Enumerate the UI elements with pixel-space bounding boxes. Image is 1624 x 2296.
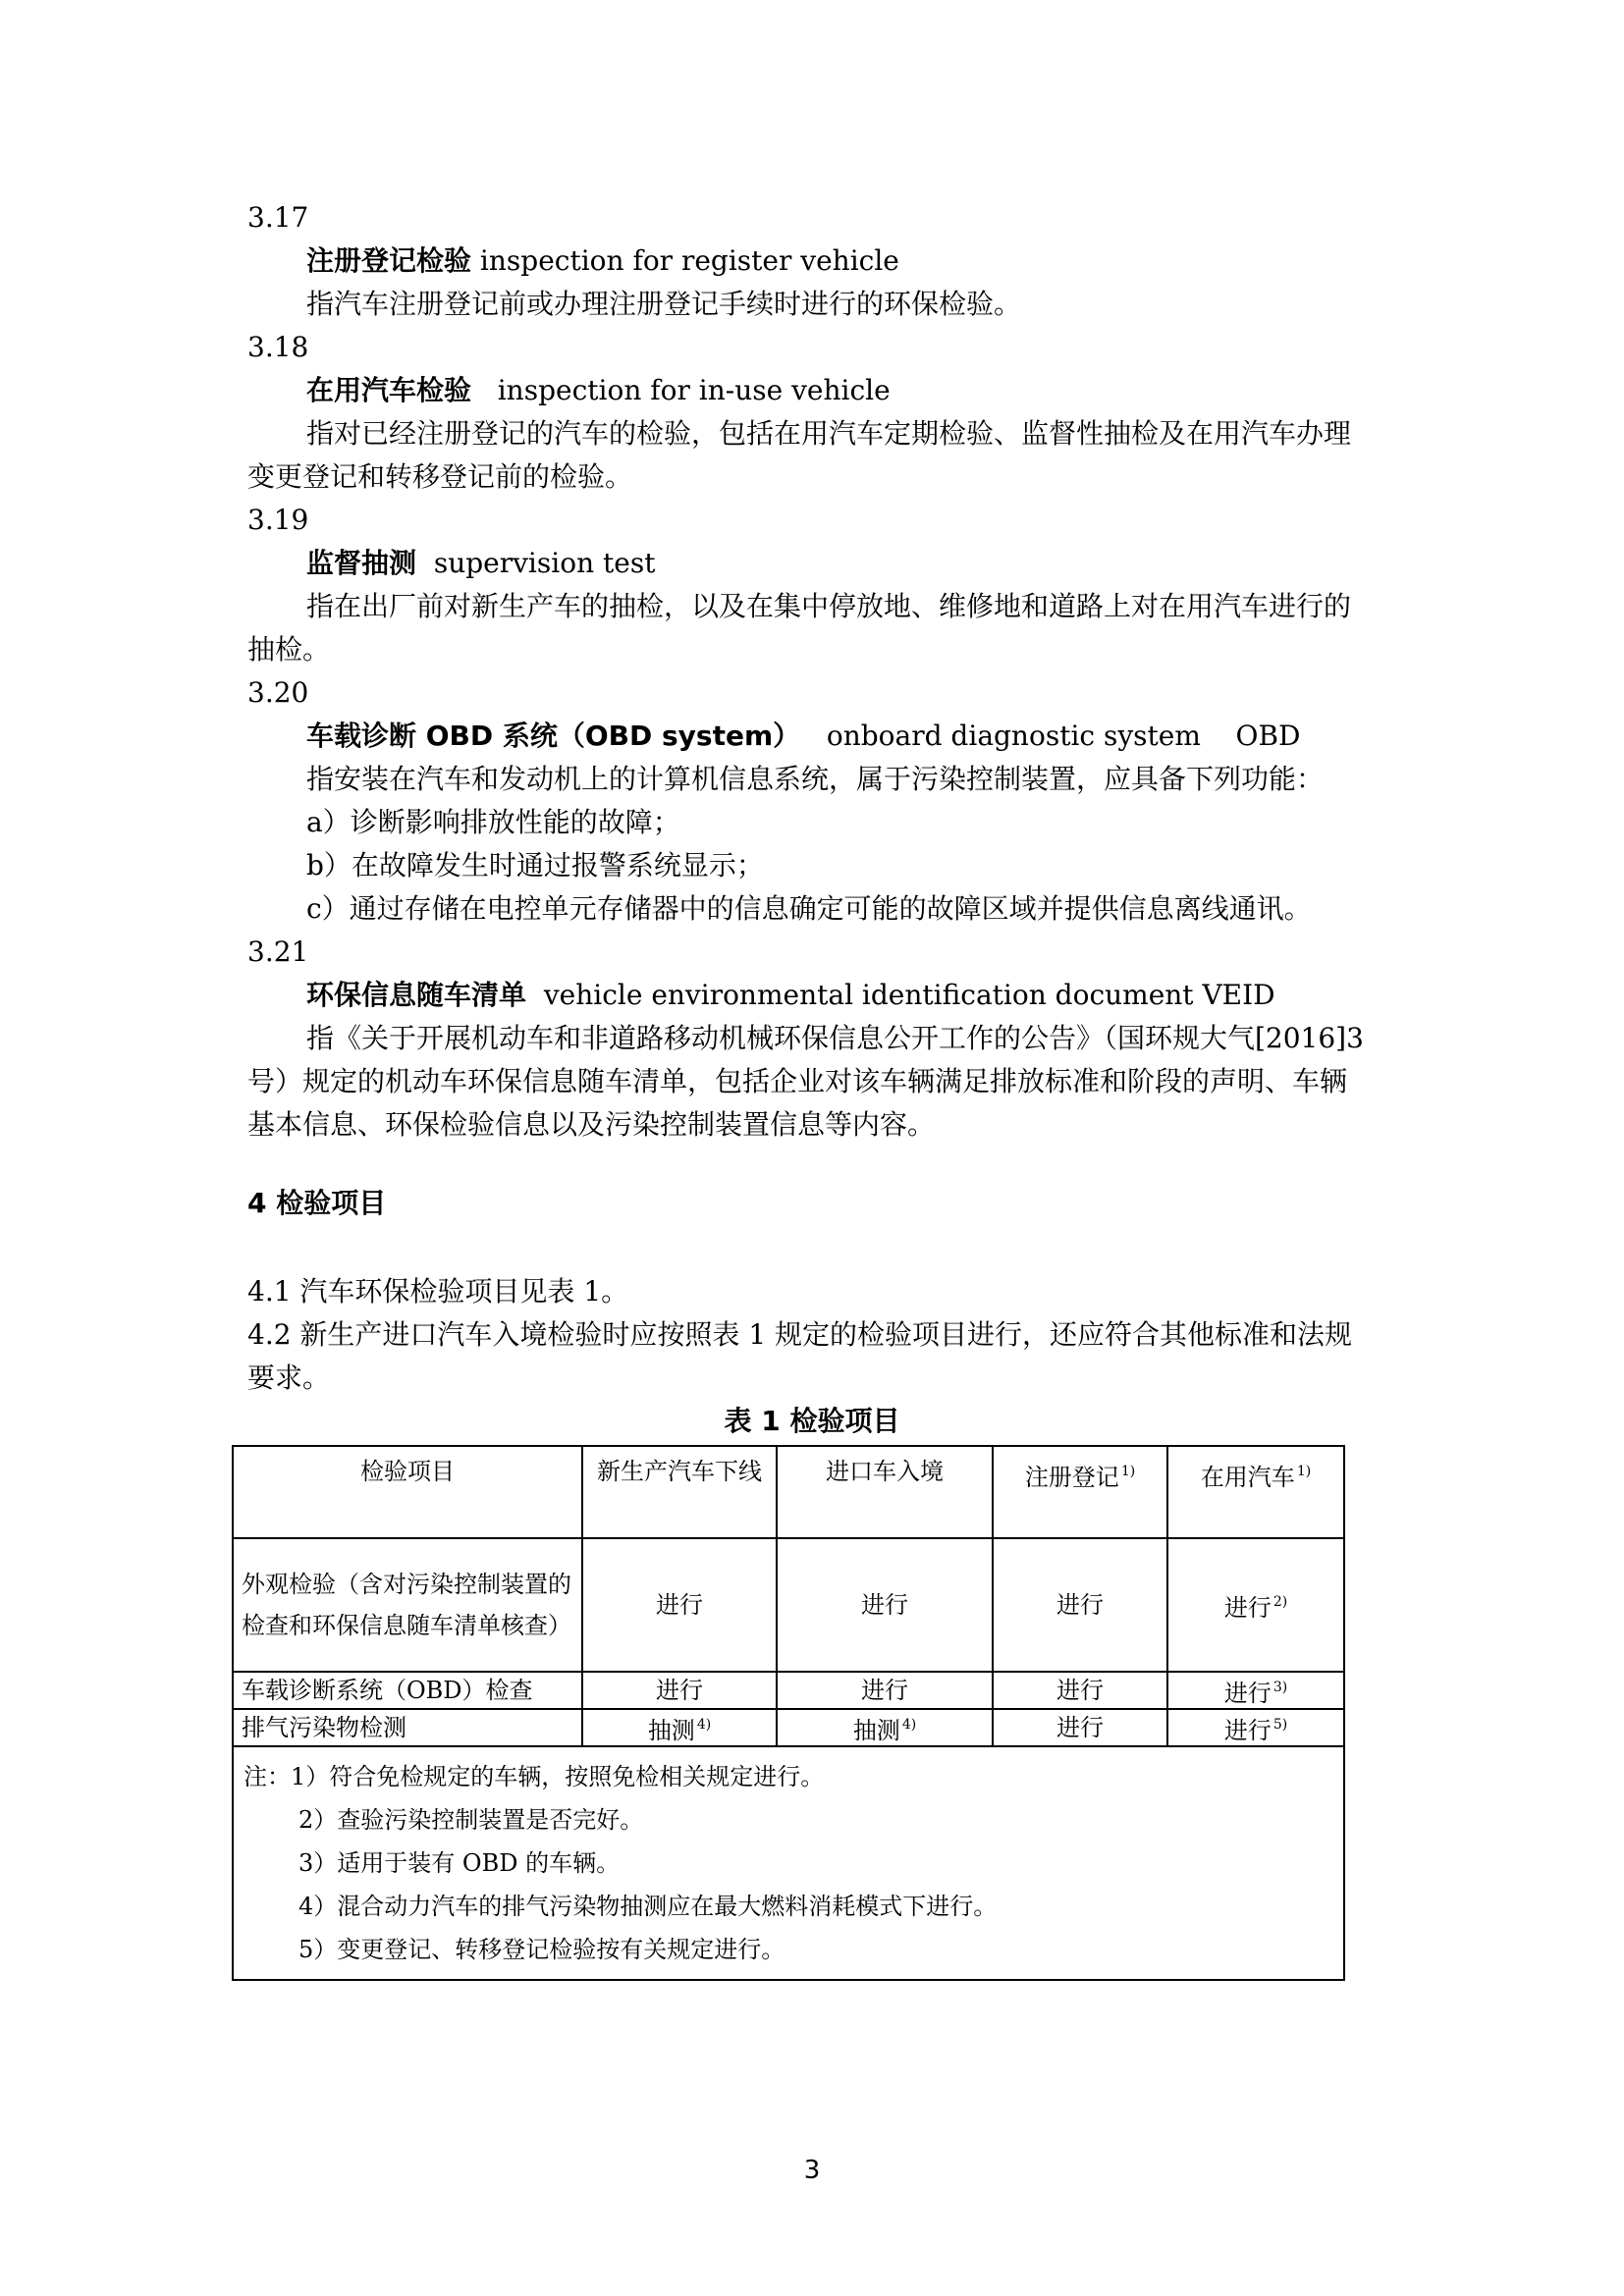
definition-text: 指安装在汽车和发动机上的计算机信息系统，属于污染控制装置，应具备下列功能： [306,763,1325,795]
table-cell: 抽测 $^{4)}$ [582,1709,777,1746]
term-en: inspection for in-use vehicle [497,374,891,406]
table-header-cell: 注册登记 $^{1)}$ [993,1446,1167,1538]
table-cell: 进行 [777,1538,993,1672]
paragraph: 4.1 汽车环保检验项目见表 1。 [247,1275,629,1308]
table-notes-row [233,1746,1344,1980]
table-notes [233,1746,1344,1980]
term-en: onboard diagnostic system OBD [826,720,1301,752]
clause-number: 3.17 [247,201,309,234]
table-note: 2）查验污染控制装置是否完好。 [298,1806,644,1834]
table-cell: 进行 $^{5)}$ [1167,1709,1344,1746]
table-row [233,1672,1344,1709]
definition-text: 号）规定的机动车环保信息随车清单，包括企业对该车辆满足排放标准和阶段的声明、车辆 [247,1065,1348,1097]
term-cn: 监督抽测 [306,547,417,579]
table-cell: 进行 [993,1672,1167,1709]
table-cell-item: 外观检验（含对污染控制装置的检查和环保信息随车清单核查） [233,1538,582,1672]
paragraph: 4.2 新生产进口汽车入境检验时应按照表 1 规定的检验项目进行，还应符合其他标准和法规 [247,1318,1353,1351]
term-en: vehicle environmental identification document VEID [543,979,1275,1011]
definition-text: 抽检。 [247,633,331,666]
term-cn: 在用汽车检验 [306,374,472,406]
term-line [306,369,891,412]
list-item: b）在故障发生时通过报警系统显示； [306,849,764,881]
definition-text: 指《关于开展机动车和非道路移动机械环保信息公开工作的公告》（国环规大气[2016]3 [306,1022,1364,1054]
page-number: 3 [803,2156,821,2185]
list-item: a）诊断影响排放性能的故障； [306,806,680,838]
definition-text: 指在出厂前对新生产车的抽检，以及在集中停放地、维修地和道路上对在用汽车进行的 [306,590,1352,622]
definition-text: 指对已经注册登记的汽车的检验，包括在用汽车定期检验、监督性抽检及在用汽车办理 [306,417,1352,450]
clause-number: 3.19 [247,504,309,536]
clause-number: 3.21 [247,935,309,968]
table-row [233,1709,1344,1746]
table-header-cell: 进口车入境 [777,1446,993,1538]
table-header-cell: 在用汽车 $^{1)}$ [1167,1446,1344,1538]
table-header-cell: 新生产汽车下线 [582,1446,777,1538]
table-cell: 进行 [993,1709,1167,1746]
term-en: inspection for register vehicle [479,244,899,277]
term-line [306,240,899,283]
definition-text: 指汽车注册登记前或办理注册登记手续时进行的环保检验。 [306,288,1022,320]
table-cell: 进行 [993,1538,1167,1672]
term-line [306,974,1275,1017]
table-header-row [233,1446,1344,1538]
term-line [306,542,655,585]
definition-text: 基本信息、环保检验信息以及污染控制装置信息等内容。 [247,1108,936,1141]
term-line [306,715,1301,758]
term-cn: 环保信息随车清单 [306,979,527,1011]
list-item: c）通过存储在电控单元存储器中的信息确定可能的故障区域并提供信息离线通讯。 [306,892,1312,925]
table-cell: 进行 [582,1672,777,1709]
inspection-items-table [232,1445,1345,1981]
section-heading: 4 检验项目 [247,1187,387,1219]
table-note: 注：1）符合免检规定的车辆，按照免检相关规定进行。 [244,1763,825,1790]
clause-number: 3.20 [247,676,309,709]
table-note: 3）适用于装有 OBD 的车辆。 [298,1849,621,1877]
table-cell: 进行 [582,1538,777,1672]
term-cn: 车载诊断 OBD 系统（OBD system） [306,720,801,752]
table-cell-item: 排气污染物检测 [233,1709,582,1746]
table-header-cell: 检验项目 [233,1446,582,1538]
term-cn: 注册登记检验 [306,244,472,277]
table-cell-item: 车载诊断系统（OBD）检查 [233,1672,582,1709]
clause-number: 3.18 [247,331,309,363]
term-en: supervision test [433,547,656,579]
table-cell: 抽测 $^{4)}$ [777,1709,993,1746]
definition-text: 变更登记和转移登记前的检验。 [247,460,633,493]
table-cell: 进行 [777,1672,993,1709]
paragraph: 要求。 [247,1362,331,1394]
table-note: 4）混合动力汽车的排气污染物抽测应在最大燃料消耗模式下进行。 [298,1893,998,1920]
table-caption: 表 1 检验项目 [724,1405,900,1437]
table-row [233,1538,1344,1672]
table-note: 5）变更登记、转移登记检验按有关规定进行。 [298,1936,785,1963]
table-cell: 进行 $^{2)}$ [1167,1538,1344,1672]
table-cell: 进行 $^{3)}$ [1167,1672,1344,1709]
